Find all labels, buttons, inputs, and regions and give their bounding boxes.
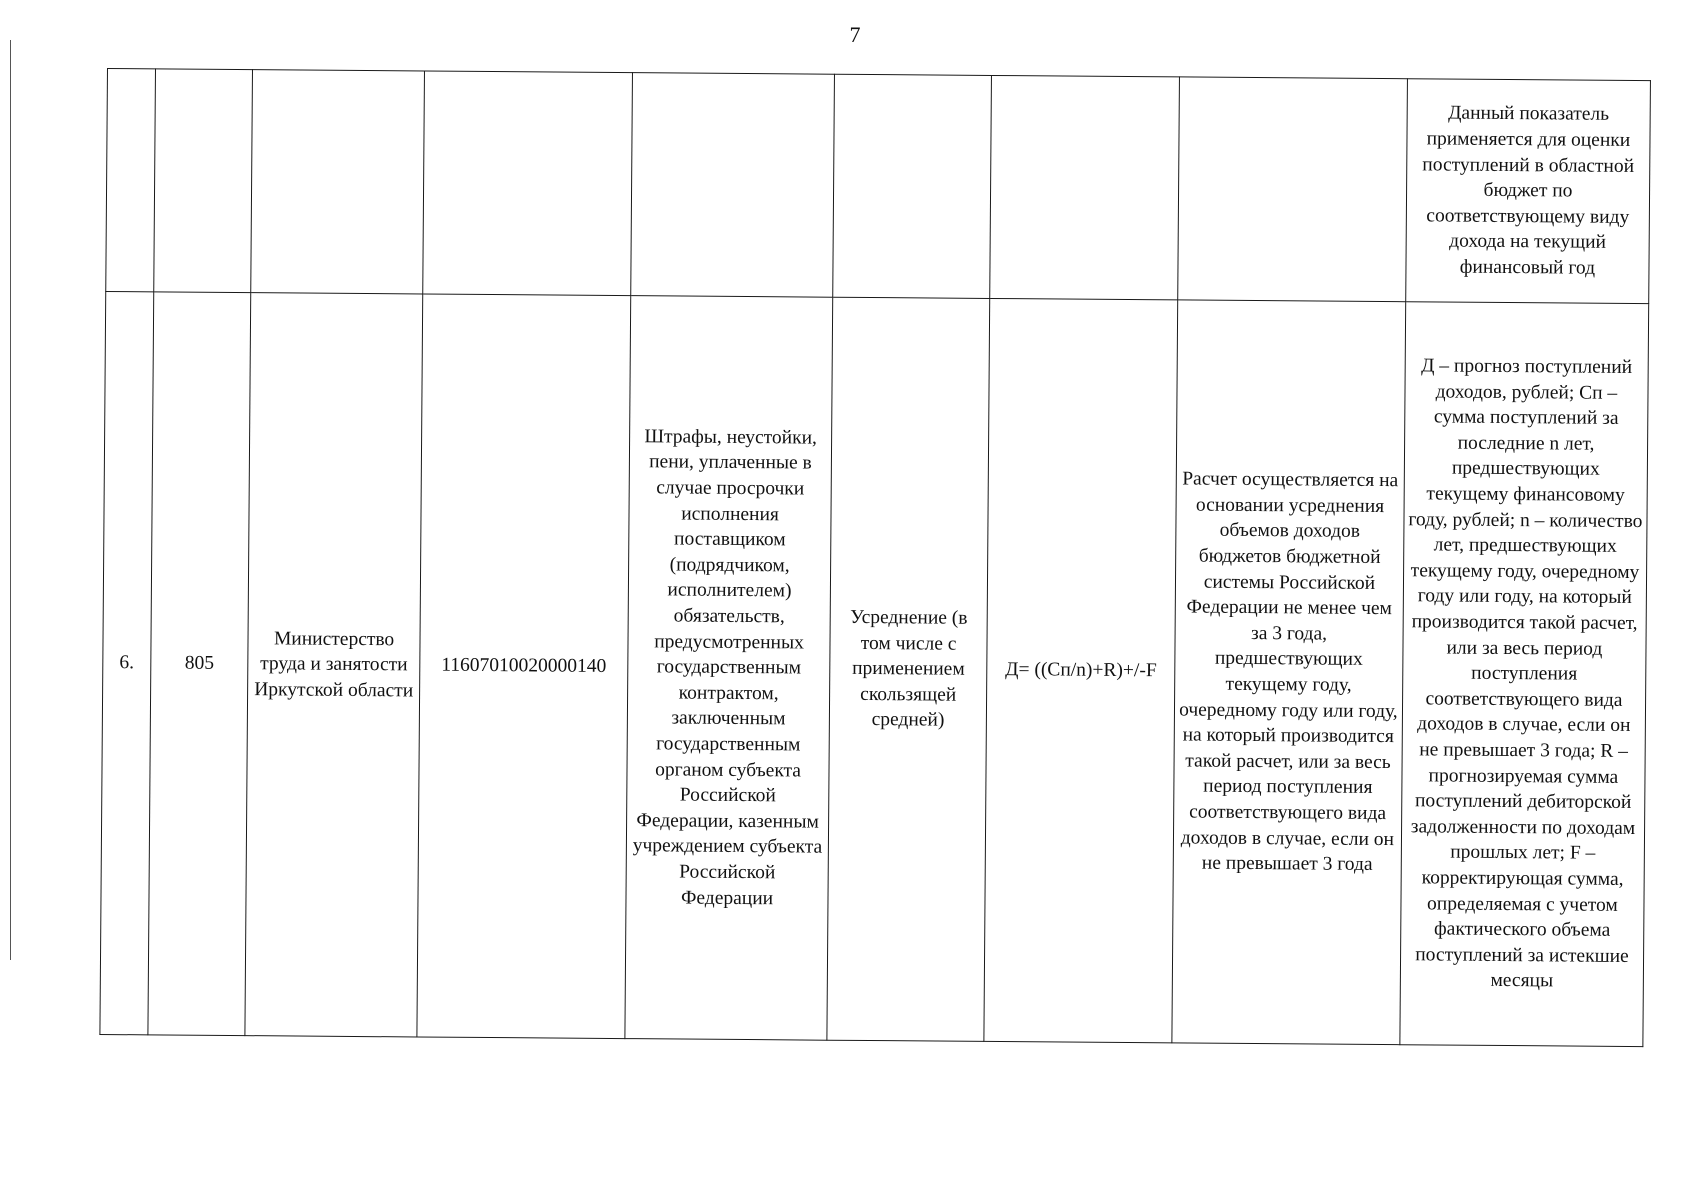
cell-empty xyxy=(990,75,1179,299)
cell-empty xyxy=(423,71,633,296)
cell-algorithm: Расчет осуществляется на основании усреднения объемов доходов бюджетов бюджетной системы Российской Федерации не менее чем за 3 года, предшествующих текущему году, очередному году или году, на который производится такой расчет, или за весь период поступления соответствующего вида доходов в случае, если он не превышает 3 года xyxy=(1172,300,1406,1045)
revenue-forecast-table xyxy=(99,68,1651,1047)
cell-empty xyxy=(1178,77,1408,302)
scan-edge-line xyxy=(10,40,11,960)
cell-administrator: Министерство труда и занятости Иркутской области xyxy=(245,293,422,1037)
page-number: 7 xyxy=(849,22,861,47)
cell-indicators: Д – прогноз поступлений доходов, рублей; Сп – сумма поступлений за последние n лет, предшествующих текущему финансовому году, рублей; n – количество лет, предшествующих текущему году, очередному году или году, на который производится такой расчет, или за весь период поступления соответствующего вида доходов в случае, если он не превышает 3 года; R – прогнозируемая сумма поступлений дебиторской задолженности по доходам прошлых лет; F – корректирующая сумма, определяемая с учетом фактического объема поступлений за истекшие месяцы xyxy=(1400,302,1649,1047)
cell-row-number: 6. xyxy=(100,291,154,1034)
cell-empty xyxy=(106,69,155,292)
cell-income-name: Штрафы, неустойки, пени, уплаченные в случае просрочки исполнения поставщиком (подрядчиком, исполнителем) обязательств, предусмотренных государственным контрактом, заключенным государственным органом субъекта Российской Федерации, казенным учреждением субъекта Российской Федерации xyxy=(625,296,833,1041)
cell-note: Данный показатель применяется для оценки поступлений в областной бюджет по соответствующему виду дохода на текущий финансовый год xyxy=(1406,79,1651,304)
cell-method: Усреднение (в том числе с применением скользящей средней) xyxy=(827,297,990,1041)
cell-empty xyxy=(631,73,835,298)
cell-empty xyxy=(251,70,424,294)
cell-empty xyxy=(833,74,992,298)
cell-formula: Д= ((Сп/n)+R)+/-F xyxy=(984,298,1178,1042)
cell-admin-code: 805 xyxy=(148,292,251,1036)
table-row xyxy=(100,291,1649,1046)
cell-kbk: 11607010020000140 xyxy=(417,294,631,1039)
table-row-continuation xyxy=(106,69,1651,304)
cell-empty xyxy=(153,69,252,293)
